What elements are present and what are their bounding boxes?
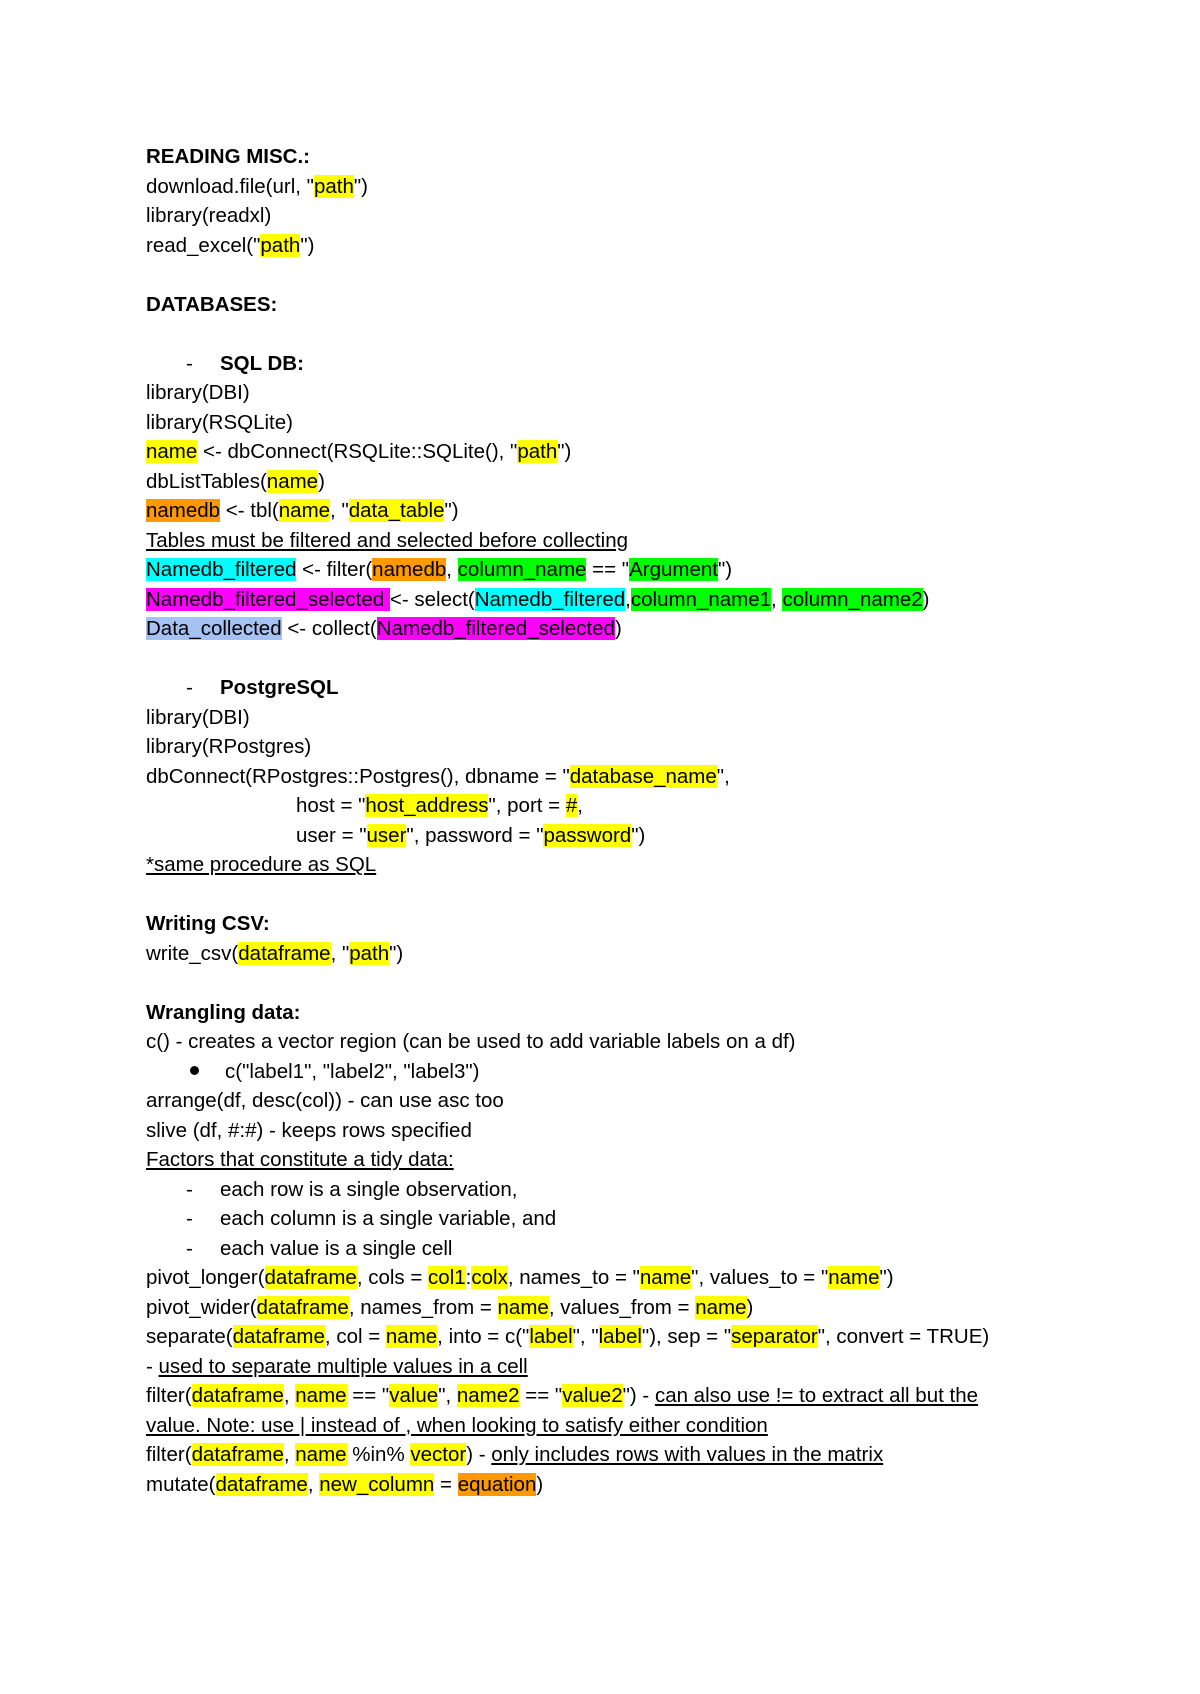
text-segment: , values_from = bbox=[548, 1295, 696, 1319]
list-item bbox=[146, 1175, 1146, 1205]
code-line bbox=[146, 1086, 1146, 1116]
text-segment: <- collect( bbox=[281, 617, 377, 640]
text-segment: pivot_longer( bbox=[146, 1266, 265, 1289]
list-item bbox=[146, 1234, 1146, 1264]
highlighted-text: new_column bbox=[319, 1472, 435, 1496]
dash-marker: - bbox=[186, 351, 193, 375]
text-segment: ") bbox=[717, 558, 733, 581]
text-segment: , " bbox=[330, 499, 349, 522]
underlined-text: can also use != to extract all but the bbox=[654, 1384, 979, 1407]
highlighted-text: dataframe bbox=[215, 1472, 308, 1496]
dash-marker: - bbox=[186, 1236, 193, 1260]
code-line bbox=[146, 732, 1146, 762]
text-segment: ) - bbox=[466, 1443, 492, 1466]
dash-marker: - bbox=[186, 676, 193, 699]
bullet-dot-icon bbox=[190, 1066, 199, 1075]
code-line bbox=[146, 496, 1146, 526]
text-segment: ") bbox=[879, 1266, 894, 1289]
note-line bbox=[146, 850, 1146, 880]
text-segment: SQL DB: bbox=[220, 351, 304, 375]
text-segment: , " bbox=[330, 941, 350, 965]
text-segment: dbListTables( bbox=[146, 469, 267, 493]
text-segment: , names_from = bbox=[348, 1295, 498, 1319]
highlighted-text: value2 bbox=[562, 1384, 623, 1407]
underlined-text: used to separate multiple values in a cell bbox=[158, 1354, 528, 1378]
text-segment: <- tbl( bbox=[220, 499, 279, 522]
highlighted-text: database_name bbox=[569, 764, 717, 788]
text-segment: ") - bbox=[622, 1384, 655, 1407]
highlighted-text: Namedb_filtered bbox=[146, 558, 297, 581]
code-line bbox=[146, 614, 1146, 644]
text-segment: dbConnect(RPostgres::Postgres(), dbname = " bbox=[146, 764, 570, 788]
blank-line bbox=[146, 260, 1146, 290]
highlighted-text: data_table bbox=[348, 499, 445, 522]
highlighted-text: dataframe bbox=[238, 941, 331, 965]
text-segment: ") bbox=[557, 440, 572, 463]
highlighted-text: name bbox=[266, 469, 319, 493]
highlighted-text: name2 bbox=[456, 1384, 520, 1407]
text-segment: write_csv( bbox=[146, 941, 239, 965]
code-line bbox=[146, 467, 1146, 497]
text-segment: ) bbox=[922, 587, 930, 611]
code-line bbox=[146, 1381, 1146, 1411]
list-item bbox=[146, 1204, 1146, 1234]
text-segment: ) bbox=[536, 1472, 544, 1496]
underlined-text: Tables must be filtered and selected before collecting bbox=[146, 528, 629, 552]
text-segment: ", " bbox=[572, 1325, 599, 1348]
text-segment: = bbox=[434, 1472, 458, 1496]
heading-databases bbox=[146, 290, 1146, 320]
text-segment: ", convert = TRUE) bbox=[817, 1325, 990, 1348]
text-segment: ", bbox=[716, 764, 730, 788]
highlighted-text: name bbox=[828, 1266, 880, 1289]
code-line bbox=[146, 703, 1146, 733]
code-line bbox=[146, 762, 1146, 792]
code-line bbox=[146, 172, 1146, 202]
text-segment: read_excel(" bbox=[146, 233, 261, 257]
bullet-item bbox=[146, 1057, 1146, 1087]
code-line bbox=[146, 585, 1146, 615]
text-segment: ") bbox=[389, 941, 404, 965]
highlighted-text: path bbox=[260, 233, 301, 257]
note-line bbox=[146, 526, 1146, 556]
highlighted-text: column_name1 bbox=[630, 587, 772, 611]
text-segment: "), sep = " bbox=[641, 1325, 732, 1348]
highlighted-text: column_name bbox=[457, 558, 587, 581]
highlighted-text: Data_collected bbox=[146, 617, 282, 640]
text-segment: , bbox=[577, 794, 583, 817]
text-segment: <- select( bbox=[389, 587, 475, 611]
text-segment: each column is a single variable, and bbox=[220, 1207, 557, 1230]
text-segment: c() - creates a vector region (can be used to add variable labels on a df) bbox=[146, 1030, 796, 1053]
text-segment: library(RPostgres) bbox=[146, 735, 312, 758]
underlined-text: *same procedure as SQL bbox=[146, 853, 377, 876]
text-segment: : bbox=[465, 1266, 472, 1289]
text-segment: slive (df, #:#) - keeps rows specified bbox=[146, 1118, 472, 1142]
underlined-text: Factors that constitute a tidy data: bbox=[146, 1148, 454, 1171]
highlighted-text: dataframe bbox=[232, 1325, 325, 1348]
text-segment: library(DBI) bbox=[146, 705, 250, 729]
text-segment: c("label1", "label2", "label3") bbox=[225, 1059, 480, 1083]
blank-line bbox=[146, 968, 1146, 998]
text-segment: <- filter( bbox=[296, 558, 373, 581]
code-line bbox=[146, 1293, 1146, 1323]
text-segment: , bbox=[771, 587, 783, 611]
text-segment: library(RSQLite) bbox=[146, 410, 293, 434]
highlighted-text: separator bbox=[731, 1325, 818, 1348]
code-line bbox=[146, 1440, 1146, 1470]
highlighted-text: dataframe bbox=[191, 1384, 284, 1407]
text-segment: filter( bbox=[146, 1443, 192, 1466]
highlighted-text: colx bbox=[471, 1266, 508, 1289]
heading-wrangling-data bbox=[146, 998, 1146, 1028]
dash-marker: - bbox=[186, 1177, 193, 1201]
text-segment: READING MISC.: bbox=[146, 145, 310, 168]
text-segment: ", values_to = " bbox=[691, 1266, 829, 1289]
code-line bbox=[146, 821, 1146, 851]
text-segment: - bbox=[146, 1354, 159, 1378]
text-segment: mutate( bbox=[146, 1472, 216, 1496]
heading-writing-csv bbox=[146, 909, 1146, 939]
highlighted-text: path bbox=[313, 174, 354, 198]
highlighted-text: Namedb_filtered bbox=[474, 587, 626, 611]
blank-line bbox=[146, 644, 1146, 674]
highlighted-text: dataframe bbox=[264, 1266, 357, 1289]
blank-line bbox=[146, 319, 1146, 349]
highlighted-text: path bbox=[349, 941, 390, 965]
highlighted-text: password bbox=[543, 823, 632, 847]
highlighted-text: label bbox=[598, 1325, 642, 1348]
highlighted-text: path bbox=[517, 440, 558, 463]
text-segment: download.file(url, " bbox=[146, 174, 314, 198]
note-line bbox=[146, 1145, 1146, 1175]
text-segment: Wrangling data: bbox=[146, 1000, 301, 1024]
text-segment: , bbox=[307, 1472, 320, 1496]
subheading-postgresql bbox=[146, 673, 1146, 703]
highlighted-text: name bbox=[639, 1266, 692, 1289]
text-segment: , into = c(" bbox=[437, 1325, 530, 1348]
highlighted-text: name bbox=[295, 1443, 347, 1466]
highlighted-text: user bbox=[366, 823, 407, 847]
code-line bbox=[146, 231, 1146, 261]
text-segment: <- dbConnect(RSQLite::SQLite(), " bbox=[197, 440, 518, 463]
subheading-sql-db bbox=[146, 349, 1146, 379]
text-segment: == " bbox=[586, 558, 630, 581]
code-line bbox=[146, 1116, 1146, 1146]
text-segment: ) bbox=[614, 617, 622, 640]
highlighted-text: name bbox=[278, 499, 331, 522]
text-segment: separate( bbox=[146, 1325, 233, 1348]
text-segment: , bbox=[446, 558, 458, 581]
highlighted-text: column_name2 bbox=[782, 587, 923, 611]
text-segment: host = " bbox=[296, 794, 366, 817]
dash-marker: - bbox=[186, 1207, 193, 1230]
code-line bbox=[146, 791, 1146, 821]
text-segment: , cols = bbox=[356, 1266, 429, 1289]
code-line bbox=[146, 1470, 1146, 1500]
highlighted-text: equation bbox=[457, 1472, 537, 1496]
text-segment: , bbox=[283, 1443, 296, 1466]
text-segment: ", password = " bbox=[406, 823, 544, 847]
text-segment: , bbox=[283, 1384, 296, 1407]
text-segment: , bbox=[625, 587, 631, 611]
highlighted-text: name bbox=[146, 440, 198, 463]
text-segment: library(DBI) bbox=[146, 381, 250, 404]
code-line bbox=[146, 408, 1146, 438]
highlighted-text: name bbox=[295, 1384, 347, 1407]
text-segment: == " bbox=[346, 1384, 390, 1407]
highlighted-text: namedb bbox=[146, 499, 221, 522]
document-body bbox=[146, 142, 1146, 1499]
text-segment: , names_to = " bbox=[507, 1266, 640, 1289]
text-segment: ) bbox=[746, 1295, 754, 1319]
highlighted-text: name bbox=[385, 1325, 438, 1348]
code-line bbox=[146, 437, 1146, 467]
highlighted-text: name bbox=[497, 1295, 549, 1319]
text-segment: user = " bbox=[296, 823, 367, 847]
text-segment: filter( bbox=[146, 1384, 192, 1407]
text-segment: DATABASES: bbox=[146, 292, 278, 316]
code-line bbox=[146, 939, 1146, 969]
text-segment: pivot_wider( bbox=[146, 1295, 257, 1319]
highlighted-text: dataframe bbox=[191, 1443, 284, 1466]
blank-line bbox=[146, 880, 1146, 910]
text-segment: ) bbox=[318, 469, 325, 493]
text-segment: == " bbox=[519, 1384, 563, 1407]
highlighted-text: # bbox=[565, 794, 578, 817]
text-segment: arrange(df, desc(col)) - can use asc too bbox=[146, 1089, 504, 1112]
text-segment: PostgreSQL bbox=[220, 676, 339, 699]
text-segment: ") bbox=[300, 233, 315, 257]
highlighted-text: Argument bbox=[629, 558, 718, 581]
code-line bbox=[146, 1027, 1146, 1057]
text-segment: %in% bbox=[346, 1443, 411, 1466]
highlighted-text: name bbox=[695, 1295, 747, 1319]
code-line bbox=[146, 1322, 1146, 1352]
text-segment: ") bbox=[444, 499, 459, 522]
underlined-text: value. Note: use | instead of , when looking to satisfy either condition bbox=[146, 1413, 768, 1437]
text-segment: each value is a single cell bbox=[220, 1236, 453, 1260]
highlighted-text: col1 bbox=[428, 1266, 466, 1289]
highlighted-text: namedb bbox=[372, 558, 447, 581]
text-segment: ") bbox=[353, 174, 368, 198]
highlighted-text: value bbox=[389, 1384, 439, 1407]
text-segment: , col = bbox=[324, 1325, 386, 1348]
text-segment: library(readxl) bbox=[146, 204, 272, 227]
text-segment: ", bbox=[438, 1384, 457, 1407]
heading-reading-misc bbox=[146, 142, 1146, 172]
highlighted-text: Namedb_filtered_selected bbox=[146, 587, 390, 611]
text-segment: Writing CSV: bbox=[146, 912, 270, 935]
text-segment: ", port = bbox=[488, 794, 566, 817]
highlighted-text: dataframe bbox=[256, 1295, 349, 1319]
highlighted-text: host_address bbox=[365, 794, 489, 817]
text-segment: ") bbox=[631, 823, 646, 847]
code-line bbox=[146, 1352, 1146, 1382]
code-line bbox=[146, 201, 1146, 231]
highlighted-text: Namedb_filtered_selected bbox=[376, 617, 615, 640]
highlighted-text: label bbox=[529, 1325, 573, 1348]
code-line bbox=[146, 555, 1146, 585]
highlighted-text: vector bbox=[410, 1443, 467, 1466]
code-line bbox=[146, 1263, 1146, 1293]
underlined-text: only includes rows with values in the matrix bbox=[491, 1443, 884, 1466]
note-line bbox=[146, 1411, 1146, 1441]
code-line bbox=[146, 378, 1146, 408]
text-segment: each row is a single observation, bbox=[220, 1177, 518, 1201]
